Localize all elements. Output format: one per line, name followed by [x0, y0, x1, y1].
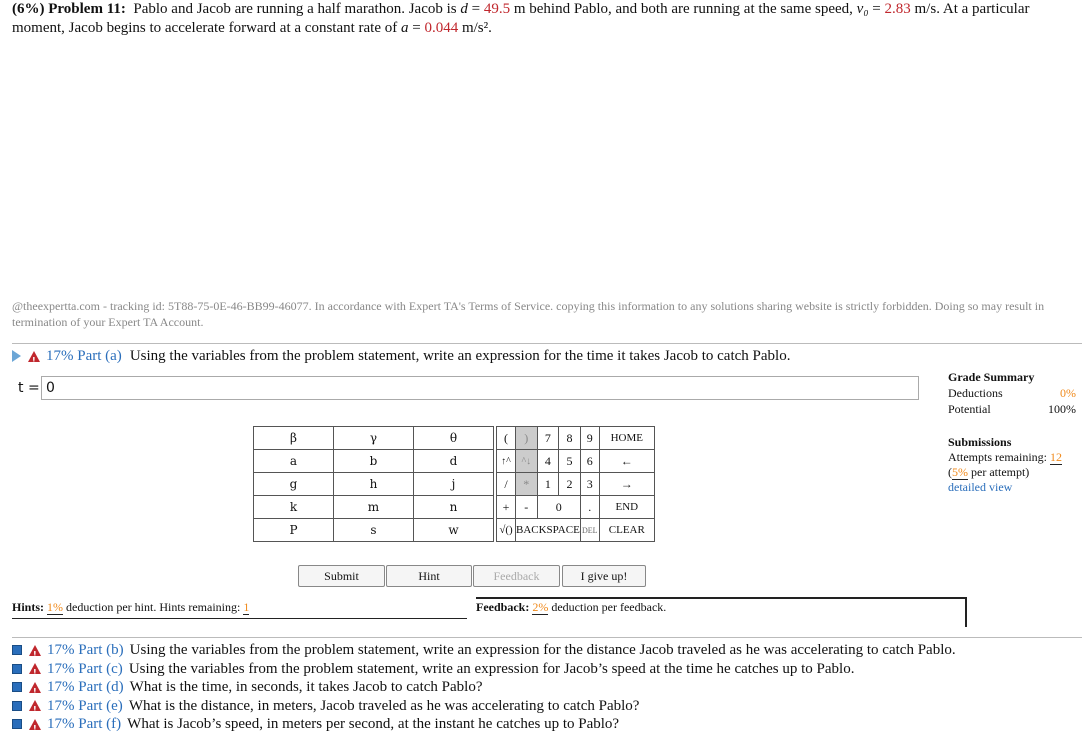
variable-keypad: [253, 426, 494, 542]
hints-remaining: 1: [243, 600, 250, 614]
part-a-label: 17% Part (a): [46, 348, 122, 364]
feedback-button[interactable]: Feedback: [473, 565, 560, 587]
collapsed-part-icon[interactable]: [12, 664, 22, 674]
key-open-paren[interactable]: (: [497, 427, 516, 450]
part-a-header[interactable]: [12, 347, 790, 365]
variable-key[interactable]: h: [334, 473, 414, 496]
key-8[interactable]: 8: [559, 427, 581, 450]
problem-number: (6%) Problem 11:: [12, 1, 126, 17]
divider: [12, 637, 1082, 638]
problem-statement: (6%) Problem 11: Pablo and Jacob are running a half marathon. Jacob is d = 49.5 m behind Pablo, and both are running at the same speed, v₀ = 2.83 m/s. At a particular moment, Jacob begins to accelerate forward at a constant rate of a = 0.044 m/s².: [12, 1, 1030, 36]
variable-key[interactable]: j: [414, 473, 494, 496]
warning-icon: [29, 682, 41, 693]
key-close-paren[interactable]: ): [516, 427, 538, 450]
part-c-header[interactable]: ! 17% Part (c) Using the variables from the problem statement, write an expression for Jacob’s speed at the time he catches up to Pablo.: [12, 660, 956, 679]
key-7[interactable]: 7: [537, 427, 559, 450]
variable-key[interactable]: P: [254, 519, 334, 542]
variable-key[interactable]: b: [334, 450, 414, 473]
attempts-remaining: 12: [1049, 450, 1062, 464]
collapsed-part-icon[interactable]: [12, 645, 22, 655]
deductions-value: 0%: [1060, 386, 1076, 400]
key-minus[interactable]: -: [516, 496, 538, 519]
feedback-info: Feedback: 2% deduction per feedback.: [476, 600, 667, 614]
variable-key[interactable]: k: [254, 496, 334, 519]
key-left-arrow[interactable]: ←: [599, 450, 654, 473]
key-decimal[interactable]: .: [580, 496, 599, 519]
expand-arrow-icon[interactable]: [12, 350, 21, 362]
submissions-panel: Submissions Attempts remaining: 12 (5% per attempt) detailed view: [948, 435, 1078, 495]
variable-key[interactable]: n: [414, 496, 494, 519]
variable-key[interactable]: β: [254, 427, 334, 450]
key-plus[interactable]: +: [497, 496, 516, 519]
key-1[interactable]: 1: [537, 473, 559, 496]
potential-value: 100%: [1048, 402, 1076, 416]
warning-icon: [29, 645, 41, 656]
collapsed-part-icon[interactable]: [12, 719, 22, 729]
key-0[interactable]: 0: [537, 496, 580, 519]
distance-value: 49.5: [483, 1, 511, 17]
detailed-view-link[interactable]: detailed view: [948, 480, 1013, 494]
key-right-arrow[interactable]: →: [599, 473, 654, 496]
answer-label: t =: [18, 380, 40, 396]
part-e-header[interactable]: ! 17% Part (e) What is the distance, in meters, Jacob traveled as he was accelerating to catch Pablo?: [12, 697, 956, 716]
hint-button[interactable]: Hint: [386, 565, 472, 587]
submit-button[interactable]: Submit: [298, 565, 385, 587]
key-superscript[interactable]: ↑^: [497, 450, 516, 473]
variable-key[interactable]: g: [254, 473, 334, 496]
part-a-question: Using the variables from the problem statement, write an expression for the time it takes Jacob to catch Pablo.: [129, 348, 791, 364]
acceleration-value: 0.044: [424, 20, 459, 36]
divider: [12, 343, 1082, 344]
warning-icon: [29, 663, 41, 674]
key-end[interactable]: END: [599, 496, 654, 519]
key-9[interactable]: 9: [580, 427, 599, 450]
feedback-divider: [476, 597, 965, 599]
warning-icon: [29, 719, 41, 730]
copyright-notice: @theexpertta.com - tracking id: 5T88-75-0E-46-BB99-46077. In accordance with Expert TA's Terms of Service. copying this information to any solutions sharing website is strictly forbidden. Doing so may result in termination of your Expert TA Account.: [12, 299, 1045, 329]
give-up-button[interactable]: I give up!: [562, 565, 646, 587]
key-backspace[interactable]: BACKSPACE: [516, 519, 581, 542]
collapsed-part-icon[interactable]: [12, 701, 22, 711]
key-home[interactable]: HOME: [599, 427, 654, 450]
part-f-header[interactable]: ! 17% Part (f) What is Jacob’s speed, in meters per second, at the instant he catches up to Pablo?: [12, 715, 956, 734]
variable-key[interactable]: s: [334, 519, 414, 542]
key-clear[interactable]: CLEAR: [599, 519, 654, 542]
key-delete[interactable]: DEL: [580, 519, 599, 542]
key-sqrt[interactable]: √(): [497, 519, 516, 542]
key-multiply[interactable]: *: [516, 473, 538, 496]
variable-key[interactable]: γ: [334, 427, 414, 450]
warning-icon: [29, 700, 41, 711]
grade-summary-title: Grade Summary: [948, 370, 1035, 384]
variable-key[interactable]: θ: [414, 427, 494, 450]
feedback-divider-vertical: [965, 597, 967, 627]
part-d-header[interactable]: ! 17% Part (d) What is the time, in seconds, it takes Jacob to catch Pablo?: [12, 678, 956, 697]
answer-input[interactable]: 0: [41, 376, 919, 400]
key-2[interactable]: 2: [559, 473, 581, 496]
key-subscript[interactable]: ^↓: [516, 450, 538, 473]
part-b-header[interactable]: ! 17% Part (b) Using the variables from the problem statement, write an expression for the distance Jacob traveled as he was accelerating to catch Pablo.: [12, 641, 956, 660]
speed-value: 2.83: [884, 1, 911, 17]
collapsed-part-icon[interactable]: [12, 682, 22, 692]
variable-key[interactable]: a: [254, 450, 334, 473]
variable-key[interactable]: w: [414, 519, 494, 542]
key-4[interactable]: 4: [537, 450, 559, 473]
variable-key[interactable]: m: [334, 496, 414, 519]
grade-summary: Grade Summary Deductions 0% Potential 100%: [948, 370, 1076, 416]
key-6[interactable]: 6: [580, 450, 599, 473]
variable-key[interactable]: d: [414, 450, 494, 473]
key-3[interactable]: 3: [580, 473, 599, 496]
hints-divider: [12, 618, 467, 619]
other-parts-list: [12, 641, 956, 734]
hints-info: Hints: 1% deduction per hint. Hints remaining: 1: [12, 600, 250, 614]
operator-keypad: [496, 426, 655, 542]
key-divide[interactable]: /: [497, 473, 516, 496]
warning-icon: [28, 351, 40, 362]
key-5[interactable]: 5: [559, 450, 581, 473]
